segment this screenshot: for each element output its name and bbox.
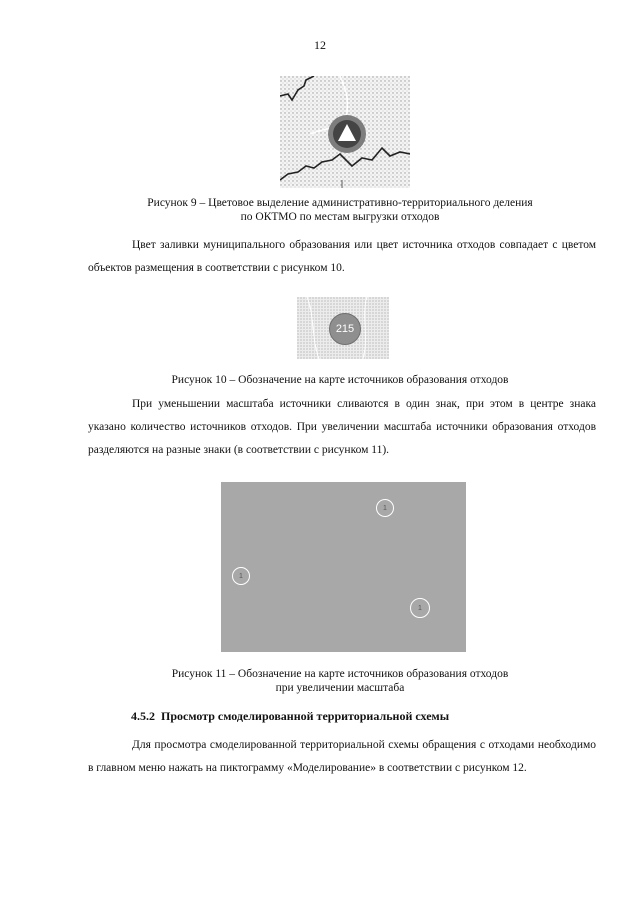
source-marker [410, 598, 430, 618]
figure-11-caption [80, 667, 600, 695]
page-number: 12 [314, 38, 326, 52]
figure-11-caption-line-1: Рисунок 11 – Обозначение на карте источников образования отходов [171, 668, 509, 680]
section-heading [131, 709, 449, 724]
paragraph-3: Для просмотра смоделированной территориальной схемы обращения с отходами необходимо в главном меню нажать на пиктограмму «Моделирование» в соответствии с рисунком 12. [88, 739, 596, 774]
source-marker-count: 1 [239, 572, 243, 580]
figure-9-caption-line-1: Рисунок 9 – Цветовое выделение административно-территориального деления [147, 197, 533, 209]
figure-9-caption-line-2: по ОКТМО по местам выгрузки отходов [240, 211, 440, 223]
paragraph-1: Цвет заливки муниципального образования или цвет источника отходов совпадает с цветом объектов размещения в соответствии с рисунком 10. [88, 239, 596, 274]
paragraph-2: При уменьшении масштаба источники сливаются в один знак, при этом в центре знака указано количество источников отходов. При увеличении масштаба источники образования отходов разделяются на разные знаки (в соответствии с рисунком 11). [88, 398, 596, 456]
figure-11-map [221, 482, 466, 652]
source-marker [376, 499, 394, 517]
section-number: 4.5.2 [131, 709, 155, 723]
figure-11-caption-line-2: при увеличении масштаба [275, 682, 405, 694]
source-marker [232, 567, 250, 585]
cluster-badge-count: 215 [335, 323, 355, 335]
source-marker-count: 1 [418, 604, 422, 612]
triangle-marker-icon [326, 113, 368, 155]
source-marker-count: 1 [383, 504, 387, 512]
figure-9-caption [80, 196, 600, 224]
cluster-badge [329, 313, 361, 345]
figure-10-caption: Рисунок 10 – Обозначение на карте источников образования отходов [171, 374, 509, 386]
section-title: Просмотр смоделированной территориальной схемы [161, 709, 450, 723]
